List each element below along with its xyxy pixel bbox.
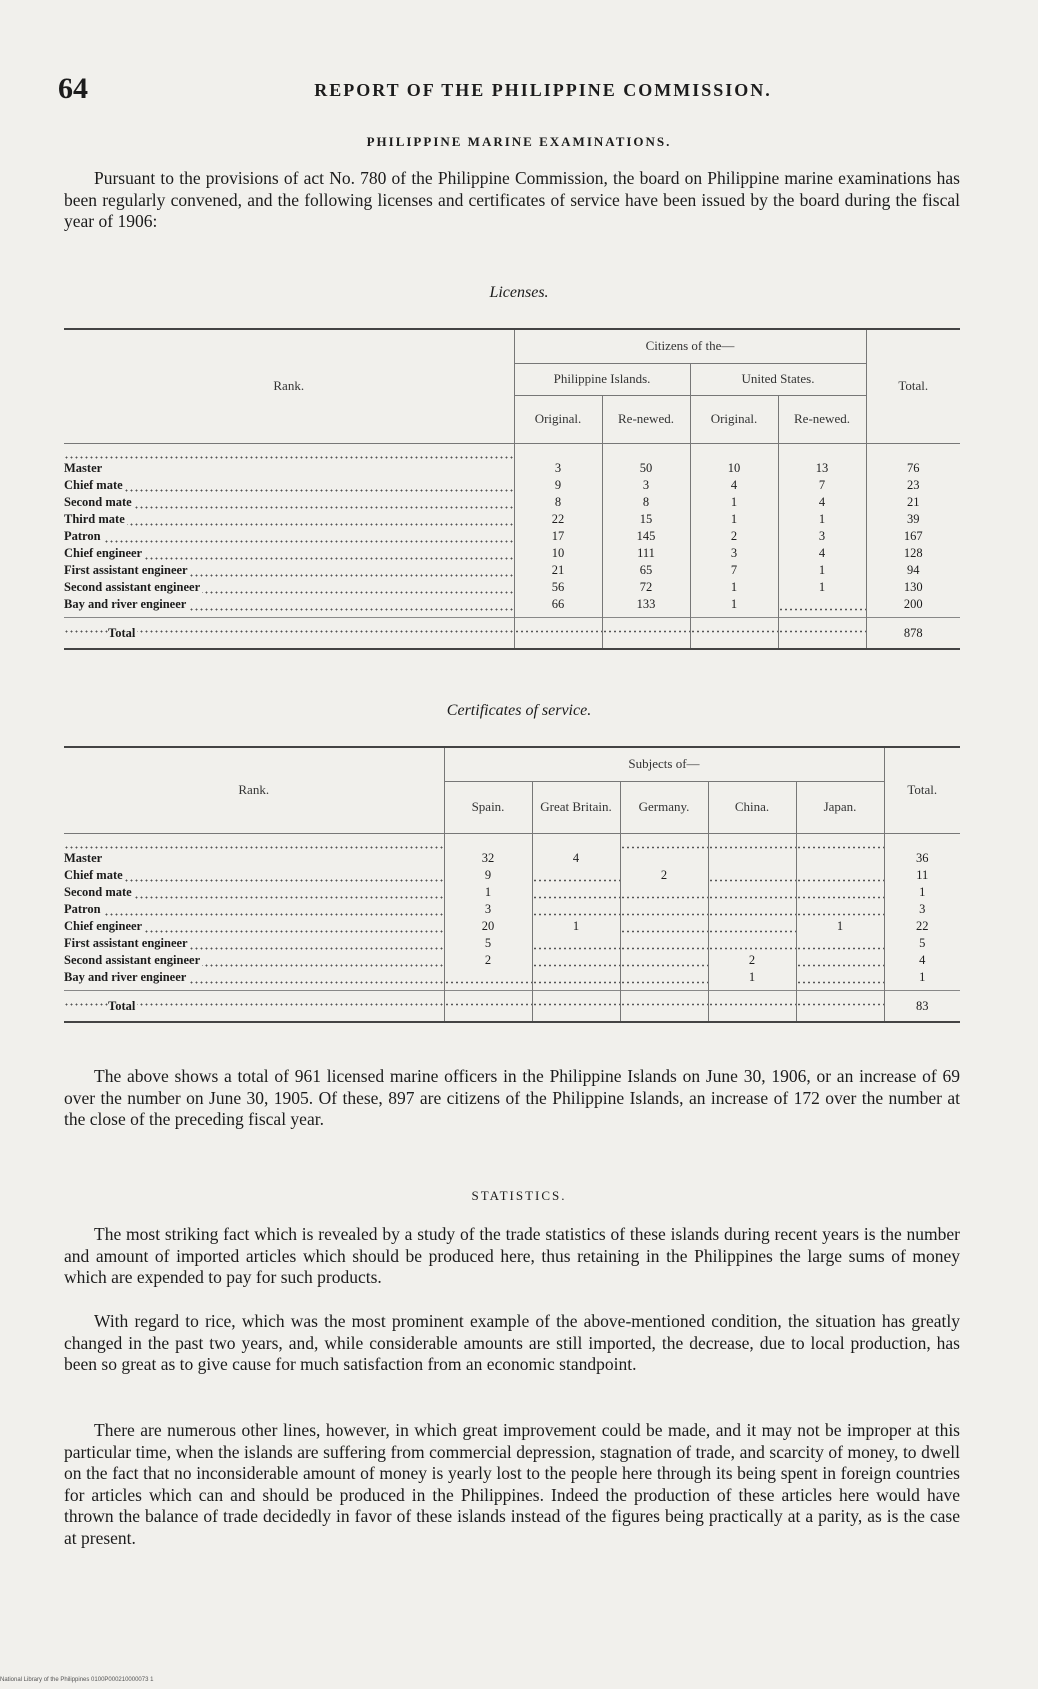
philippine-islands-header: Philippine Islands.	[514, 363, 690, 395]
pi-orig-cell: 66	[514, 596, 602, 618]
pi-orig-cell: 10	[514, 545, 602, 562]
us-renew-cell: 1	[778, 511, 866, 528]
pi-orig-cell: 22	[514, 511, 602, 528]
rank-cell	[64, 494, 514, 511]
total-cell: 4	[884, 952, 960, 969]
spain-cell: 9	[444, 867, 532, 884]
certificates-total-header: Total.	[884, 747, 960, 833]
us-orig-cell: 3	[690, 545, 778, 562]
great-britain-total-cell	[532, 990, 620, 1022]
rank-label: Second mate	[64, 884, 132, 899]
us-renew-cell	[778, 596, 866, 618]
table-row	[64, 528, 960, 545]
us-original-header: Original.	[690, 395, 778, 443]
japan-cell	[796, 833, 884, 867]
germany-cell	[620, 918, 708, 935]
total-cell: 128	[866, 545, 960, 562]
table-row	[64, 901, 960, 918]
germany-total-cell	[620, 990, 708, 1022]
great-britain-header: Great Britain.	[532, 781, 620, 833]
spain-cell: 20	[444, 918, 532, 935]
statistics-paragraph-2: With regard to rice, which was the most prominent example of the above-mentioned condition, the situation has greatly changed in the past two years, and, while considerable amounts are still imported, the decrease, due to local production, has been so great as to give cause for much satisfaction from an economic standpoint.	[64, 1311, 960, 1374]
section-heading: PHILIPPINE MARINE EXAMINATIONS.	[366, 134, 672, 149]
licenses-caption: Licenses.	[489, 284, 549, 301]
us-renew-cell: 3	[778, 528, 866, 545]
total-cell: 11	[884, 867, 960, 884]
rank-cell	[64, 443, 514, 477]
rank-cell	[64, 867, 444, 884]
total-cell: 94	[866, 562, 960, 579]
grand-total-cell: 878	[866, 617, 960, 649]
us-orig-cell: 1	[690, 596, 778, 618]
rank-label: Second assistant engineer	[64, 952, 201, 967]
certificates-caption: Certificates of service.	[446, 702, 592, 719]
table-row	[64, 884, 960, 901]
china-cell	[708, 901, 796, 918]
spain-cell: 3	[444, 901, 532, 918]
table-row	[64, 935, 960, 952]
subjects-header: Subjects of—	[444, 747, 884, 781]
total-cell: 1	[884, 884, 960, 901]
germany-cell	[620, 833, 708, 867]
spain-cell: 1	[444, 884, 532, 901]
us-orig-cell: 1	[690, 579, 778, 596]
total-cell: 1	[884, 969, 960, 991]
us-orig-cell: 7	[690, 562, 778, 579]
rank-label: Master	[64, 850, 103, 865]
pi-orig-total-cell	[514, 617, 602, 649]
rank-label: Total	[108, 625, 136, 640]
rank-label: First assistant engineer	[64, 935, 188, 950]
rank-cell	[64, 596, 514, 618]
great-britain-cell	[532, 901, 620, 918]
total-label-cell	[64, 990, 444, 1022]
spain-total-cell	[444, 990, 532, 1022]
united-states-header: United States.	[690, 363, 866, 395]
total-row	[64, 990, 960, 1022]
germany-cell	[620, 952, 708, 969]
germany-cell	[620, 901, 708, 918]
certificates-table	[64, 746, 960, 1023]
great-britain-cell	[532, 952, 620, 969]
total-cell: 36	[884, 833, 960, 867]
pi-orig-cell: 56	[514, 579, 602, 596]
pi-renew-cell: 145	[602, 528, 690, 545]
us-renew-cell: 13	[778, 443, 866, 477]
rank-label: Third mate	[64, 511, 125, 526]
spain-cell	[444, 969, 532, 991]
rank-cell	[64, 511, 514, 528]
china-cell	[708, 867, 796, 884]
us-orig-cell: 10	[690, 443, 778, 477]
rank-cell	[64, 969, 444, 991]
total-cell: 200	[866, 596, 960, 618]
spain-header: Spain.	[444, 781, 532, 833]
us-orig-cell: 1	[690, 494, 778, 511]
china-cell	[708, 833, 796, 867]
us-renew-cell: 1	[778, 562, 866, 579]
total-cell: 23	[866, 477, 960, 494]
total-cell: 21	[866, 494, 960, 511]
grand-total-cell: 83	[884, 990, 960, 1022]
china-cell	[708, 935, 796, 952]
running-head: REPORT OF THE PHILIPPINE COMMISSION.	[314, 80, 772, 100]
rank-label: Total	[108, 998, 136, 1013]
rank-cell	[64, 833, 444, 867]
rank-label: Chief mate	[64, 477, 123, 492]
licenses-table	[64, 328, 960, 650]
rank-label: Chief mate	[64, 867, 123, 882]
japan-header: Japan.	[796, 781, 884, 833]
pi-renew-cell: 3	[602, 477, 690, 494]
table-row	[64, 511, 960, 528]
rank-cell	[64, 901, 444, 918]
licenses-total-header: Total.	[866, 329, 960, 443]
total-cell: 76	[866, 443, 960, 477]
pi-renew-cell: 50	[602, 443, 690, 477]
pi-orig-cell: 17	[514, 528, 602, 545]
pi-renew-cell: 8	[602, 494, 690, 511]
rank-cell	[64, 918, 444, 935]
great-britain-cell: 1	[532, 918, 620, 935]
certificates-rank-header: Rank.	[64, 747, 444, 833]
china-cell	[708, 884, 796, 901]
spain-cell: 32	[444, 833, 532, 867]
us-renew-cell: 4	[778, 494, 866, 511]
china-total-cell	[708, 990, 796, 1022]
pi-renew-cell: 111	[602, 545, 690, 562]
scan-footer-note: National Library of the Philippines 0100P000210000073 1	[0, 1677, 154, 1683]
us-orig-cell: 2	[690, 528, 778, 545]
total-cell: 39	[866, 511, 960, 528]
china-cell: 2	[708, 952, 796, 969]
table-row	[64, 918, 960, 935]
table-row	[64, 579, 960, 596]
japan-cell	[796, 901, 884, 918]
summary-paragraph: The above shows a total of 961 licensed marine officers in the Philippine Islands on June 30, 1906, or an increase of 69 over the number on June 30, 1905. Of these, 897 are citizens of the Philippine Islands, an increase of 172 over the number at the close of the preceding fiscal year.	[64, 1066, 960, 1129]
rank-label: Bay and river engineer	[64, 596, 187, 611]
licenses-rank-header: Rank.	[64, 329, 514, 443]
us-renew-total-cell	[778, 617, 866, 649]
rank-label: Bay and river engineer	[64, 969, 187, 984]
rank-cell	[64, 579, 514, 596]
total-cell: 3	[884, 901, 960, 918]
germany-cell	[620, 935, 708, 952]
pi-renew-total-cell	[602, 617, 690, 649]
pi-orig-cell: 9	[514, 477, 602, 494]
china-cell	[708, 918, 796, 935]
table-row	[64, 494, 960, 511]
rank-cell	[64, 562, 514, 579]
china-cell: 1	[708, 969, 796, 991]
total-label-cell	[64, 617, 514, 649]
rank-cell	[64, 545, 514, 562]
table-row	[64, 545, 960, 562]
us-orig-cell: 1	[690, 511, 778, 528]
us-renew-cell: 1	[778, 579, 866, 596]
page-number: 64	[58, 72, 88, 105]
pi-renew-cell: 15	[602, 511, 690, 528]
rank-label: Patron	[64, 901, 101, 916]
pi-renewed-header: Re-newed.	[602, 395, 690, 443]
great-britain-cell	[532, 935, 620, 952]
us-orig-cell: 4	[690, 477, 778, 494]
table-row	[64, 867, 960, 884]
rank-label: Second mate	[64, 494, 132, 509]
intro-paragraph: Pursuant to the provisions of act No. 780 of the Philippine Commission, the board on Philippine marine examinations has been regularly convened, and the following licenses and certificates of service have been issued by the board during the fiscal year of 1906:	[64, 168, 960, 231]
total-cell: 22	[884, 918, 960, 935]
rank-cell	[64, 935, 444, 952]
rank-label: Chief engineer	[64, 918, 143, 933]
rank-label: Second assistant engineer	[64, 579, 201, 594]
japan-cell	[796, 935, 884, 952]
pi-original-header: Original.	[514, 395, 602, 443]
us-orig-total-cell	[690, 617, 778, 649]
table-row	[64, 562, 960, 579]
germany-cell	[620, 884, 708, 901]
page-header	[58, 72, 968, 112]
germany-cell	[620, 969, 708, 991]
table-row	[64, 596, 960, 618]
japan-cell	[796, 952, 884, 969]
pi-renew-cell: 72	[602, 579, 690, 596]
statistics-heading: STATISTICS.	[471, 1188, 567, 1203]
japan-cell	[796, 867, 884, 884]
table-row	[64, 477, 960, 494]
japan-cell	[796, 884, 884, 901]
total-cell: 130	[866, 579, 960, 596]
pi-renew-cell: 65	[602, 562, 690, 579]
rank-label: Master	[64, 460, 103, 475]
certificates-table-body	[64, 833, 960, 1022]
pi-orig-cell: 3	[514, 443, 602, 477]
rank-cell	[64, 528, 514, 545]
statistics-paragraph-1: The most striking fact which is revealed by a study of the trade statistics of these islands during recent years is the number and amount of imported articles which should be produced here, thus retaining in the Philippines the large sums of money which are expended to pay for such products.	[64, 1224, 960, 1287]
germany-cell: 2	[620, 867, 708, 884]
us-renewed-header: Re-newed.	[778, 395, 866, 443]
rank-cell	[64, 952, 444, 969]
great-britain-cell	[532, 969, 620, 991]
rank-cell	[64, 884, 444, 901]
spain-cell: 5	[444, 935, 532, 952]
total-cell: 5	[884, 935, 960, 952]
rank-label: Patron	[64, 528, 101, 543]
pi-renew-cell: 133	[602, 596, 690, 618]
pi-orig-cell: 21	[514, 562, 602, 579]
china-header: China.	[708, 781, 796, 833]
table-row	[64, 833, 960, 867]
rank-label: Chief engineer	[64, 545, 143, 560]
total-cell: 167	[866, 528, 960, 545]
table-row	[64, 969, 960, 991]
great-britain-cell	[532, 867, 620, 884]
total-row	[64, 617, 960, 649]
pi-orig-cell: 8	[514, 494, 602, 511]
japan-cell	[796, 969, 884, 991]
japan-total-cell	[796, 990, 884, 1022]
great-britain-cell: 4	[532, 833, 620, 867]
table-row	[64, 443, 960, 477]
rank-cell	[64, 477, 514, 494]
great-britain-cell	[532, 884, 620, 901]
table-row	[64, 952, 960, 969]
us-renew-cell: 4	[778, 545, 866, 562]
citizens-header: Citizens of the—	[514, 329, 866, 363]
us-renew-cell: 7	[778, 477, 866, 494]
licenses-table-body	[64, 443, 960, 649]
rank-label: First assistant engineer	[64, 562, 188, 577]
germany-header: Germany.	[620, 781, 708, 833]
spain-cell: 2	[444, 952, 532, 969]
japan-cell: 1	[796, 918, 884, 935]
statistics-paragraph-3: There are numerous other lines, however, in which great improvement could be made, and it may not be improper at this particular time, when the islands are suffering from commercial depression, stagnation of trade, and scarcity of money, to dwell on the fact that no inconsiderable amount of money is yearly lost to the people here through its being spent in foreign countries for articles which can and should be produced in the Philippines. Indeed the production of these articles here would have thrown the balance of trade decidedly in favor of these islands instead of the figures being practically at a parity, as is the case at present.	[64, 1420, 960, 1548]
